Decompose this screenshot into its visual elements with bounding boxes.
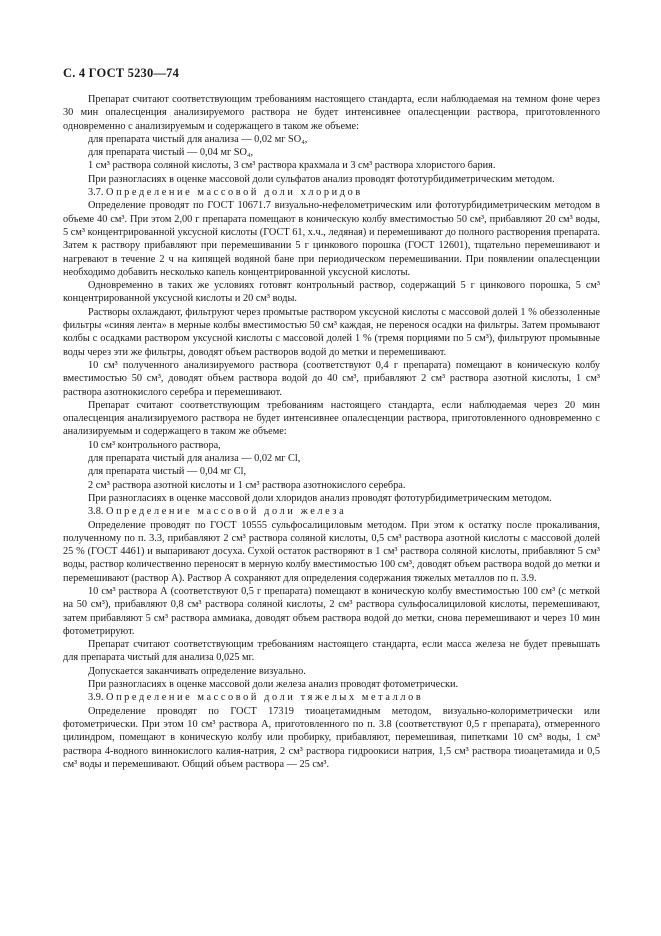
paragraph: Препарат считают соответствующим требованиям настоящего стандарта, если масса железа не будет превышать для препарата чистый для анализа 0,025 мг.	[63, 639, 600, 664]
section-title: Определение массовой доли железа	[106, 506, 347, 518]
section-heading	[63, 505, 600, 518]
paragraph: Определение проводят по ГОСТ 10555 сульфосалициловым методом. При этом к остатку после прокаливания, полученному по п. 3.3, прибавляют 2 см³ раствора соляной кислоты, 0,5 см³ раствора азотной кислоты с массовой долей 25 % (ГОСТ 4461) и выпаривают досуха. Сухой остаток растворяют в 1 см³ раствора соляной кислоты, прибавляют 5 см³ воды, раствор количественно переносят в мерную колбу вместимостью 100 см³, доводят объем раствора водой до метки и перемешивают (раствор А). Раствор А сохраняют для определения содержания тяжелых металлов по п. 3.9.	[63, 519, 600, 584]
paragraph: Определение проводят по ГОСТ 17319 тиоацетамидным методом, визуально-колориметрически или фотометрически. При этом 10 см³ раствора А, приготовленного по п. 3.8 (соответствуют 0,5 г препарата), отмеренного цилиндром, помещают в коническую колбу или пробирку, прибавляют, перемешивая, пипетками 10 см³ воды, 1 см³ раствора 4-водного виннокислого калия-натрия, 2 см³ раствора гидроокиси натрия, 1,5 см³ раствора тиоацетамида и 0,5 см³ воды и перемешивают. Общий объем раствора — 25 см³.	[63, 705, 600, 770]
section-number: 3.7.	[88, 187, 104, 199]
list-line: 2 см³ раствора азотной кислоты и 1 см³ раствора азотнокислого серебра.	[88, 479, 406, 491]
paragraph: 10 см³ полученного анализируемого раствора (соответствуют 0,4 г препарата) помещают в коническую колбу вместимостью 50 см³, доводят объем раствора водой до 40 см³, прибавляют 2 см³ раствора азотной кислоты, 1 см³ раствора азотнокислого серебра и перемешивают.	[63, 359, 600, 398]
section-title: Определение массовой доли тяжелых металлов	[106, 692, 424, 704]
list-line: При разногласиях в оценке массовой доли железа анализ проводят фотометрически.	[88, 679, 459, 691]
section-number: 3.9.	[88, 692, 104, 704]
section-heading	[63, 691, 600, 704]
paragraph: Растворы охлаждают, фильтруют через промытые раствором уксусной кислоты с массовой долей 1 % обеззоленные фильтры «синяя лента» в мерные колбы вместимостью 50 см³ каждая, не перенося осадки на фильтры. Затем промывают колбы с осадками раствором уксусной кислоты с массовой долей 1 % (тремя порциями по 5 см³), фильтруют промывные воды через эти же фильтры, доводят объем растворов водой до метки и перемешивают.	[63, 306, 600, 358]
list-line: Допускается заканчивать определение визуально.	[88, 665, 306, 677]
paragraph: Препарат считают соответствующим требованиям настоящего стандарта, если наблюдаемая на темном фоне через 30 мин опалесценция анализируемого раствора не будет интенсивнее опалесценции раствора, приготовленного одновременно с анализируемым и содержащего в таком же объеме:	[63, 94, 600, 132]
section-heading	[63, 186, 600, 199]
document-body	[63, 93, 600, 771]
paragraph: При разногласиях в оценке массовой доли хлоридов анализ проводят фототурбидиметрическим методом.	[88, 492, 552, 504]
list-line: для препарата чистый для анализа — 0,02 мг Cl,	[88, 453, 301, 465]
paragraph: Одновременно в таких же условиях готовят контрольный раствор, содержащий 5 г цинкового порошка, 5 см³ концентрированной уксусной кислоты и 20 см³ воды.	[63, 280, 600, 305]
paragraph: Препарат считают соответствующим требованиям настоящего стандарта, если наблюдаемая через 20 мин опалесценция анализируемого раствора не будет интенсивнее опалесценции раствора, приготовленного одновременно с анализируемым и содержащего в таком же объеме:	[63, 399, 600, 438]
list-line: для препарата чистый — 0,04 мг Cl,	[88, 466, 247, 478]
section-title: Определение массовой доли хлоридов	[106, 187, 363, 199]
section-number: 3.8.	[88, 506, 104, 518]
paragraph: 10 см³ раствора А (соответствуют 0,5 г препарата) помещают в коническую колбу вместимостью 100 см³ (с меткой на 50 см³), прибавляют 0,8 см³ раствора соляной кислоты, 2 см³ раствора сульфосалициловой кислоты, перемешивают, затем прибавляют 5 см³ раствора аммиака, доводят объем раствора водой до метки, снова перемешивают и через 10 мин фотометрируют.	[63, 585, 600, 637]
list-line: для препарата чистый — 0,04 мг SO₄,	[88, 147, 254, 159]
paragraph: При разногласиях в оценке массовой доли сульфатов анализ проводят фототурбидиметрическим методом.	[88, 173, 555, 185]
list-line: 10 см³ контрольного раствора,	[88, 439, 221, 451]
page-header: С. 4 ГОСТ 5230—74	[63, 66, 180, 80]
list-line: для препарата чистый для анализа — 0,02 мг SO₄,	[88, 133, 308, 145]
paragraph: Определение проводят по ГОСТ 10671.7 визуально-нефелометрическим или фототурбидиметрическим методом в объеме 40 см³. При этом 2,00 г препарата помещают в коническую колбу вместимостью 50 см³, прибавляют 20 см³ воды, 5 см³ концентрированной уксусной кислоты (ГОСТ 61, х.ч., ледяная) и перемешивают до полного растворения препарата. Затем к раствору прибавляют при перемешивании 5 г цинкового порошка (ГОСТ 12601), тщательно перемешивают и нагревают в течение 2 ч на кипящей водяной бане при периодическом перемешивании. При появлении опалесценции необходимо добавить несколько капель концентрированной уксусной кислоты.	[63, 200, 600, 278]
list-line: 1 см³ раствора соляной кислоты, 3 см³ раствора крахмала и 3 см³ раствора хлористого бария.	[88, 160, 496, 172]
